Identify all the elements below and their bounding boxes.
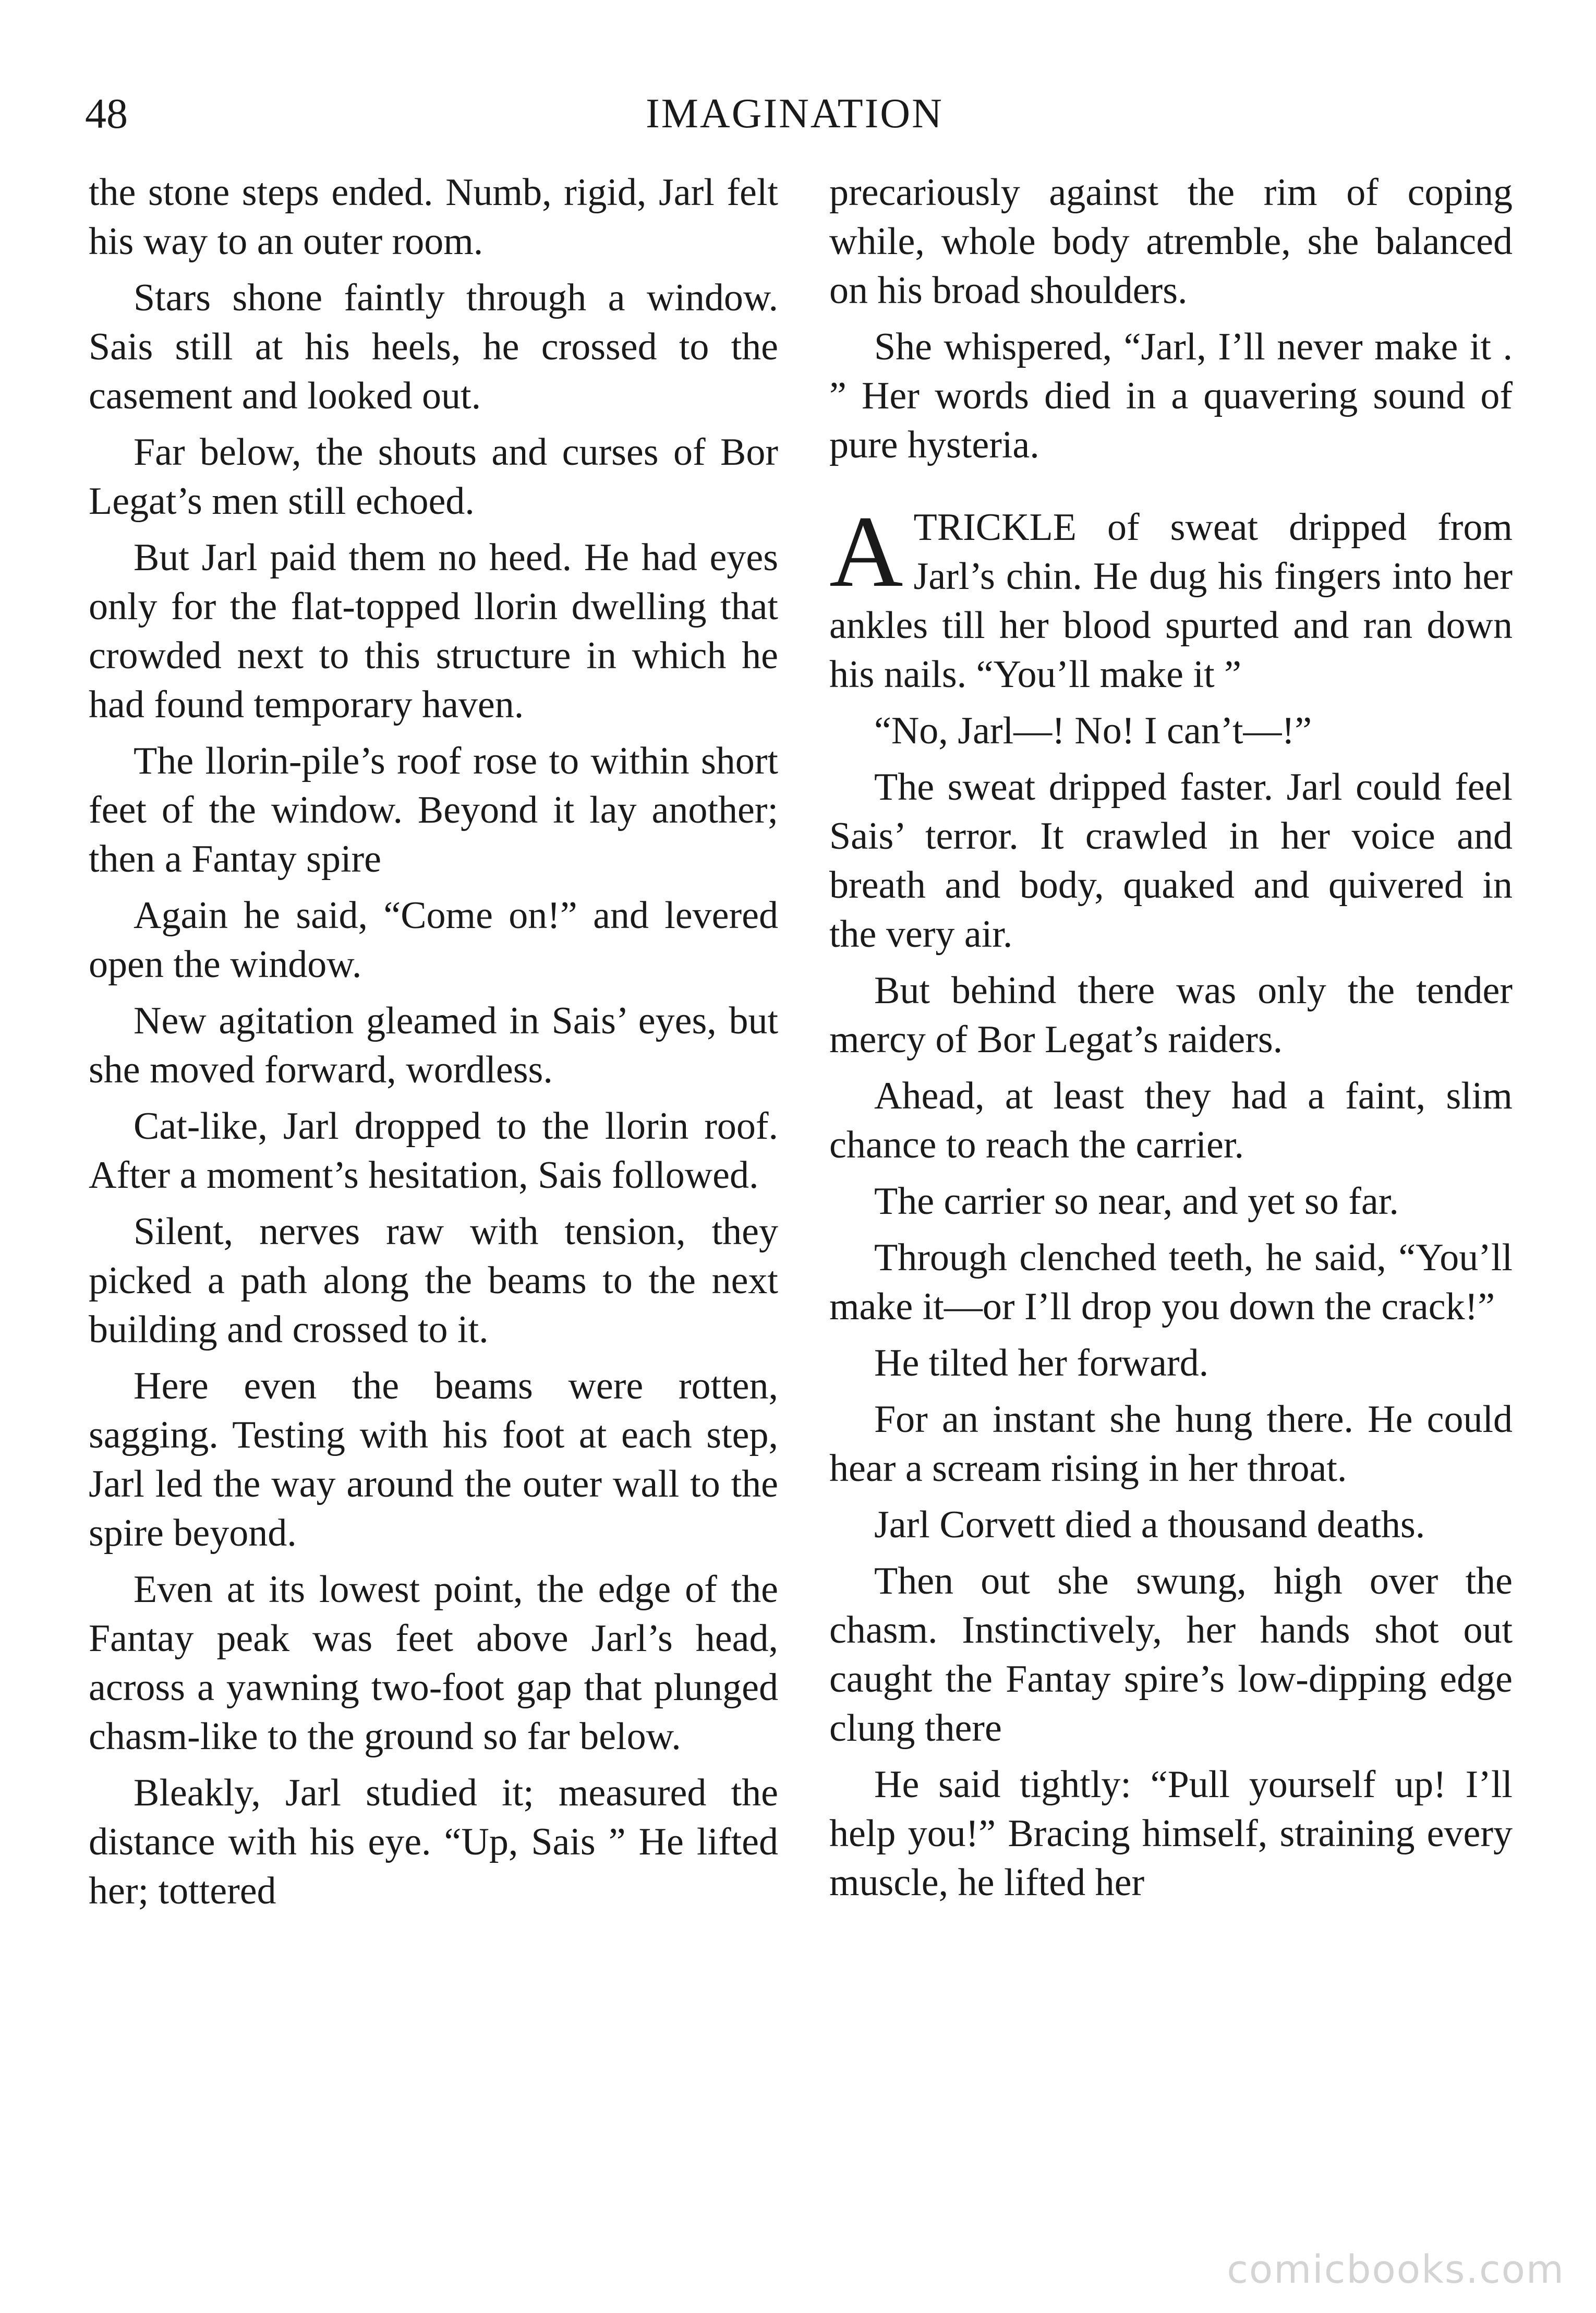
page-header: [85, 77, 1504, 140]
watermark: comicbooks.com: [1227, 2247, 1565, 2292]
paragraph: Stars shone faintly through a window. Sais still at his heels, he crossed to the casement and looked out.: [89, 276, 778, 417]
paragraph: Through clenched teeth, he said, “You’ll make it—or I’ll drop you down the crack!”: [829, 1236, 1513, 1328]
paragraph: For an instant she hung there. He could hear a scream rising in her throat.: [829, 1398, 1513, 1490]
paragraph: Ahead, at least they had a faint, slim chance to reach the carrier.: [829, 1075, 1513, 1166]
paragraph: The carrier so near, and yet so far.: [874, 1180, 1399, 1223]
paragraph: Far below, the shouts and curses of Bor Legat’s men still echoed.: [89, 431, 778, 523]
paragraph: The sweat dripped faster. Jarl could feel Sais’ terror. It crawled in her voice and breath and body, quaked and quivered in the very air.: [829, 766, 1513, 956]
paragraph: Jarl Corvett died a thousand deaths.: [874, 1503, 1425, 1546]
section-opening-paragraph: [829, 495, 1513, 699]
paragraph: Even at its lowest point, the edge of the Fantay peak was feet above Jarl’s head, across a yawning two-foot gap that plunged chasm-like to the ground so far below.: [89, 1568, 778, 1758]
paragraph: “No, Jarl—! No! I can’t—!”: [874, 709, 1312, 752]
running-head: IMAGINATION: [646, 91, 944, 137]
paragraph: the stone steps ended. Numb, rigid, Jarl felt his way to an outer room.: [89, 171, 778, 263]
drop-cap: A: [829, 495, 903, 608]
section-opening-text: TRICKLE of sweat dripped from Jarl’s chin. He dug his fingers into her ankles till her blood spurted and ran down his nails. “You’ll make it ”: [829, 506, 1513, 696]
right-column: [829, 168, 1513, 1914]
paragraph: Then out she swung, high over the chasm. Instinctively, her hands shot out caught the Fantay spire’s low-dipping edge clung there: [829, 1560, 1513, 1750]
paragraph: But Jarl paid them no heed. He had eyes only for the flat-topped llorin dwelling that crowded next to this structure in which he had found temporary haven.: [89, 536, 778, 726]
paragraph: New agitation gleamed in Sais’ eyes, but she moved forward, wordless.: [89, 999, 778, 1091]
paragraph: Here even the beams were rotten, sagging. Testing with his foot at each step, Jarl led the way around the outer wall to the spire beyond.: [89, 1365, 778, 1555]
paragraph: He tilted her forward.: [874, 1342, 1209, 1384]
paragraph: But behind there was only the tender mercy of Bor Legat’s raiders.: [829, 969, 1513, 1061]
paragraph: Cat-like, Jarl dropped to the llorin roof. After a moment’s hesitation, Sais followed.: [89, 1105, 778, 1197]
left-column: [89, 168, 778, 1923]
paragraph: Again he said, “Come on!” and levered open the window.: [89, 894, 778, 986]
paragraph: precariously against the rim of coping while, whole body atremble, she balanced on his broad shoulders.: [829, 171, 1513, 312]
paragraph: He said tightly: “Pull yourself up! I’ll help you!” Bracing himself, straining every muscle, he lifted her: [829, 1763, 1513, 1904]
paragraph: Silent, nerves raw with tension, they picked a path along the beams to the next building and crossed to it.: [89, 1210, 778, 1351]
paragraph: Bleakly, Jarl studied it; measured the distance with his eye. “Up, Sais ” He lifted her; tottered: [89, 1772, 778, 1912]
page-number: 48: [85, 90, 128, 137]
paragraph: The llorin-pile’s roof rose to within short feet of the window. Beyond it lay another; then a Fantay spire: [89, 740, 778, 881]
paragraph: She whispered, “Jarl, I’ll never make it . ” Her words died in a quavering sound of pure hysteria.: [829, 326, 1513, 466]
